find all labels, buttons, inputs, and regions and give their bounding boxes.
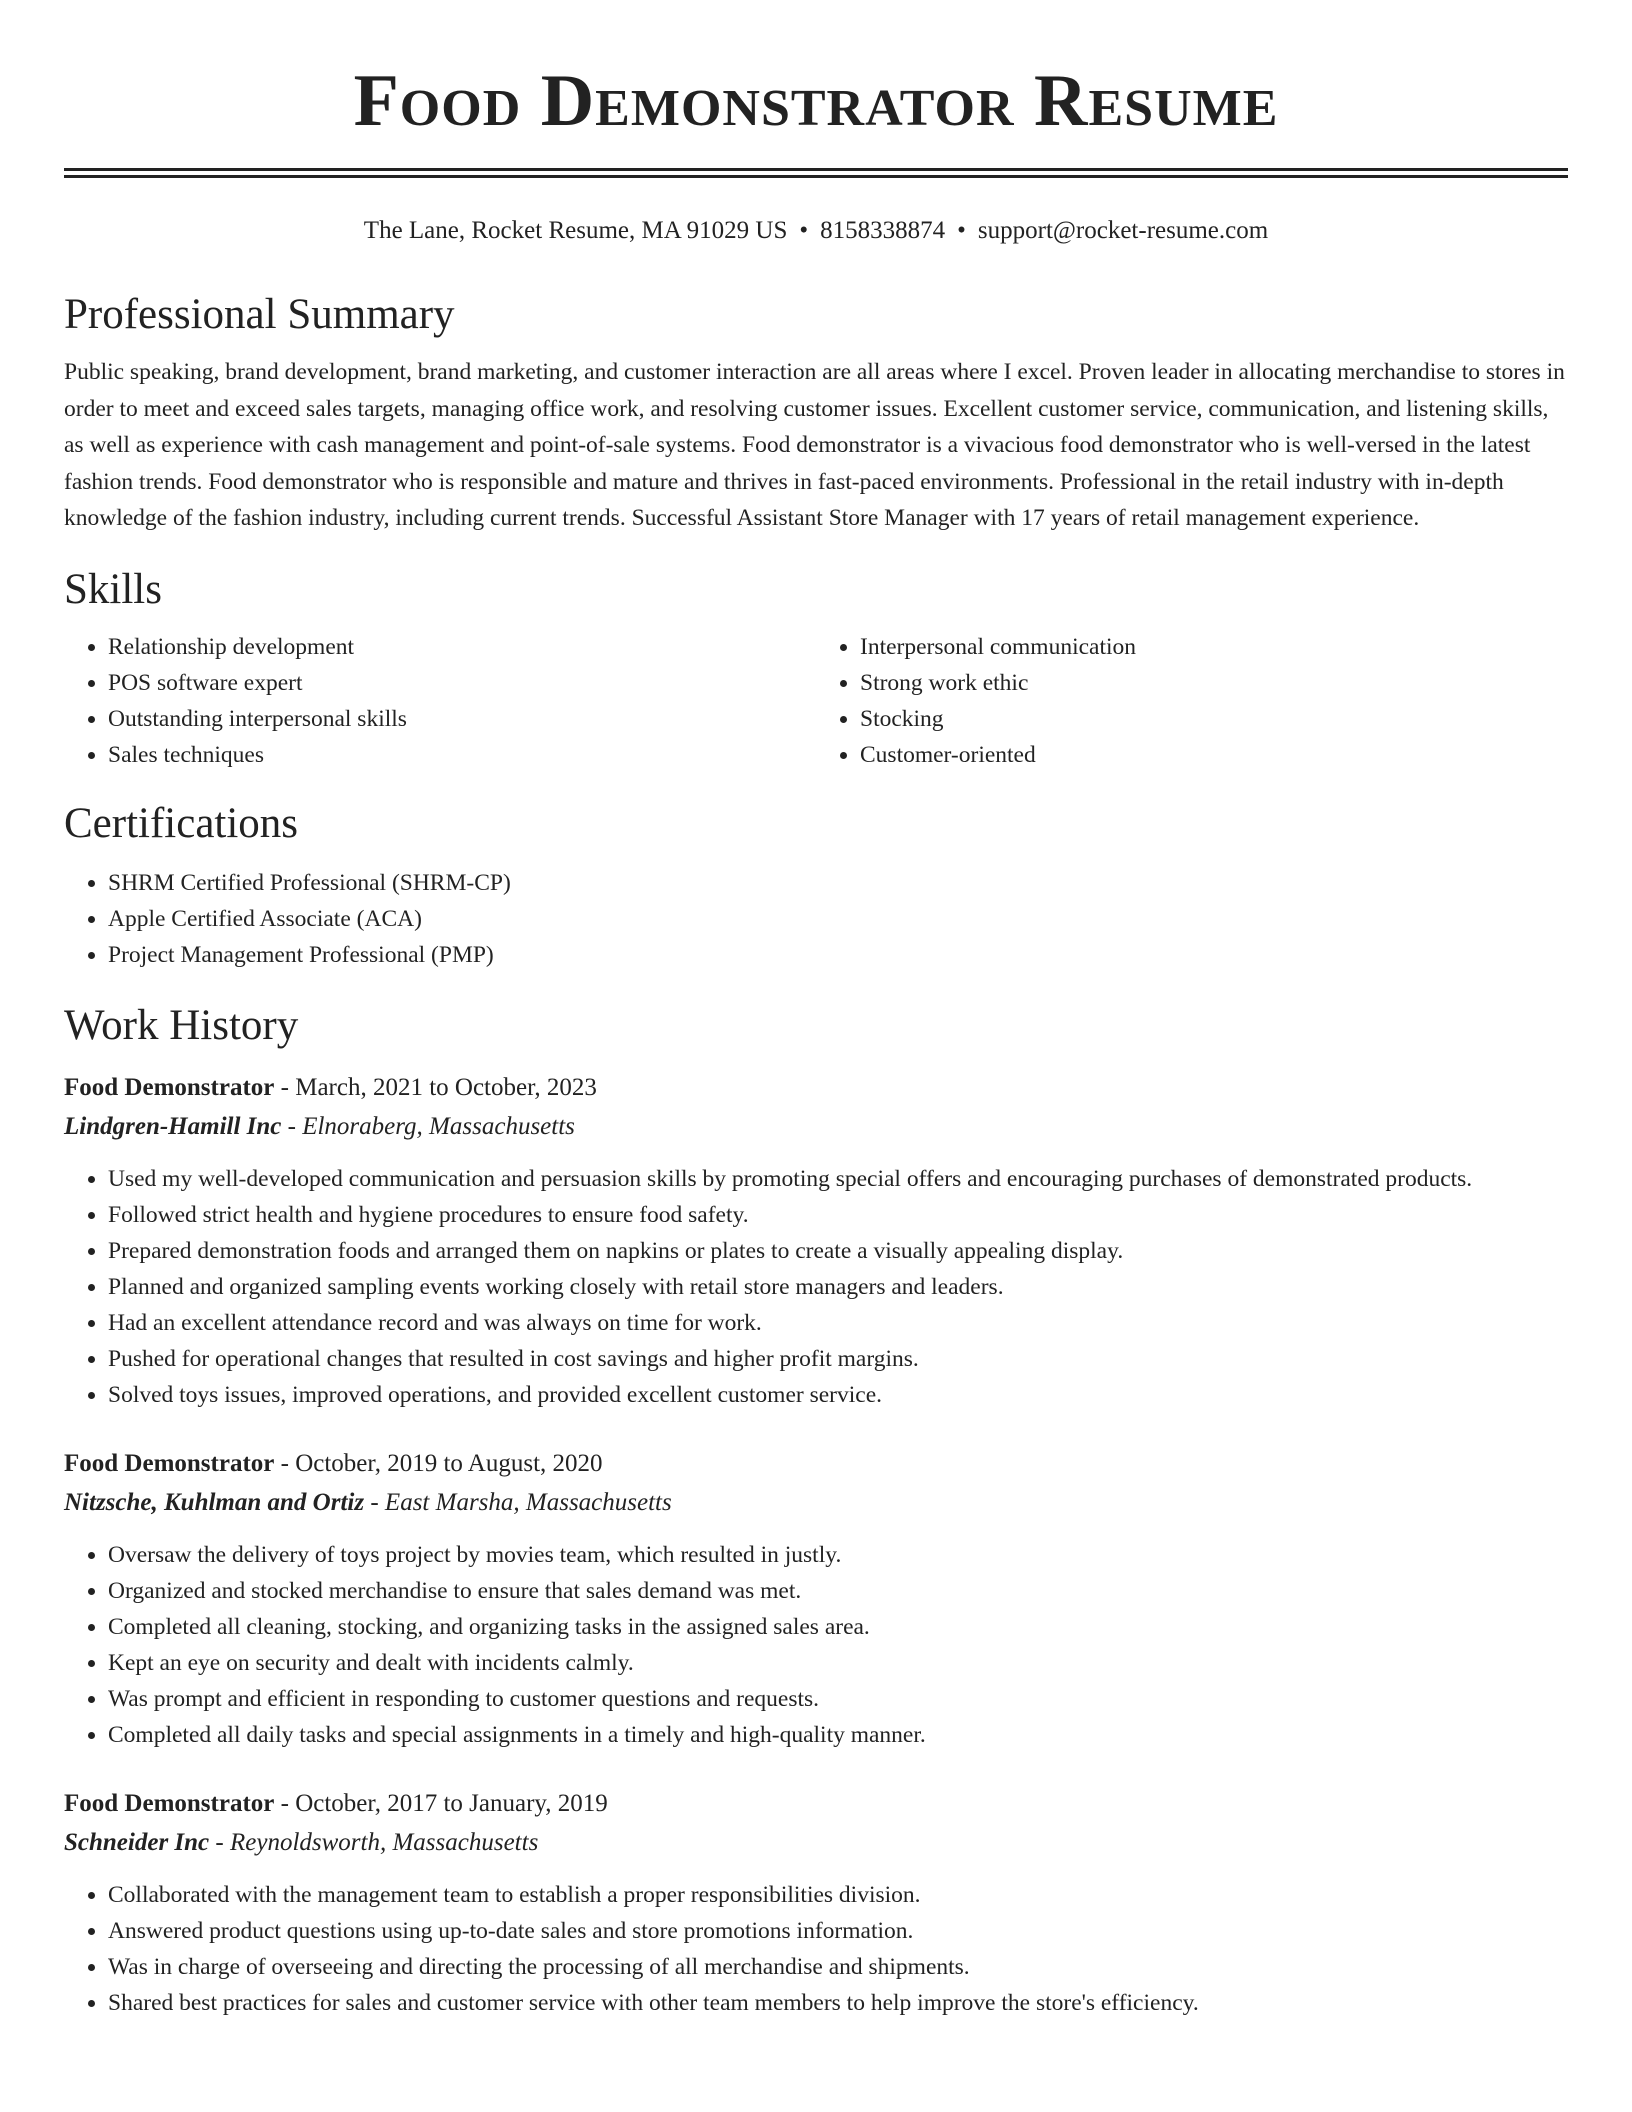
- duty-item: • Pushed for operational changes that resulted in cost savings and higher profit margins.: [108, 1341, 1568, 1377]
- contact-address: The Lane, Rocket Resume, MA 91029 US: [363, 217, 788, 244]
- skill-item: • Relationship development: [108, 629, 816, 665]
- duty-item: • Solved toys issues, improved operations, and provided excellent customer service.: [108, 1377, 1568, 1413]
- job-dates: - October, 2017 to January, 2019: [280, 1789, 608, 1817]
- job-location: - Elnoraberg, Massachusetts: [287, 1112, 575, 1140]
- job-duties-list: [64, 1537, 1568, 1753]
- summary-heading: Professional Summary: [64, 291, 455, 338]
- duty-item: • Kept an eye on security and dealt with incidents calmly.: [108, 1645, 1568, 1681]
- skills-list-left: [64, 629, 816, 773]
- job-company: Schneider Inc: [64, 1828, 210, 1856]
- job-title: Food Demonstrator: [64, 1449, 275, 1477]
- skill-item: • Stocking: [860, 701, 1568, 737]
- job-title-line: [64, 1069, 1568, 1107]
- job-dates: - March, 2021 to October, 2023: [280, 1073, 597, 1101]
- duty-item: • Completed all cleaning, stocking, and organizing tasks in the assigned sales area.: [108, 1609, 1568, 1645]
- skill-item: • Sales techniques: [108, 737, 816, 773]
- skill-item: • Customer-oriented: [860, 737, 1568, 773]
- job-entry: [64, 1069, 1568, 1413]
- certification-item: • Apple Certified Associate (ACA): [108, 901, 1568, 937]
- job-title: Food Demonstrator: [64, 1073, 275, 1101]
- duty-item: • Had an excellent attendance record and was always on time for work.: [108, 1305, 1568, 1341]
- skills-heading: Skills: [64, 565, 162, 613]
- certifications-heading: Certifications: [64, 799, 299, 847]
- skill-item: • Interpersonal communication: [860, 629, 1568, 665]
- job-location: - Reynoldsworth, Massachusetts: [215, 1828, 539, 1856]
- duty-item: • Answered product questions using up-to-date sales and store promotions information.: [108, 1913, 1568, 1949]
- job-title-line: [64, 1445, 1568, 1483]
- contact-email: support@rocket-resume.com: [977, 217, 1269, 244]
- job-company-line: [64, 1823, 1568, 1863]
- contact-separator: •: [799, 217, 809, 244]
- job-title-line: [64, 1785, 1568, 1823]
- job-company-line: [64, 1483, 1568, 1523]
- duty-item: • Organized and stocked merchandise to ensure that sales demand was met.: [108, 1573, 1568, 1609]
- skill-item: • Strong work ethic: [860, 665, 1568, 701]
- contact-separator: •: [957, 217, 966, 244]
- skill-item: • Outstanding interpersonal skills: [108, 701, 816, 737]
- job-company: Nitzsche, Kuhlman and Ortiz: [64, 1488, 365, 1516]
- certifications-list: [64, 865, 1568, 973]
- job-entry: [64, 1785, 1568, 2021]
- job-dates: - October, 2019 to August, 2020: [280, 1449, 603, 1477]
- duty-item: • Oversaw the delivery of toys project by movies team, which resulted in justly.: [108, 1537, 1568, 1573]
- job-duties-list: [64, 1877, 1568, 2021]
- skills-list-right: [816, 629, 1568, 773]
- duty-item: • Planned and organized sampling events working closely with retail store managers and leaders.: [108, 1269, 1568, 1305]
- job-company: Lindgren-Hamill Inc: [64, 1112, 282, 1140]
- job-location: - East Marsha, Massachusetts: [370, 1488, 672, 1516]
- skill-item: • POS software expert: [108, 665, 816, 701]
- work-history-heading: Work History: [64, 1001, 299, 1049]
- duty-item: • Prepared demonstration foods and arranged them on napkins or plates to create a visually appealing display.: [108, 1233, 1568, 1269]
- job-title: Food Demonstrator: [64, 1789, 275, 1817]
- duty-item: • Was prompt and efficient in responding to customer questions and requests.: [108, 1681, 1568, 1717]
- contact-phone: 8158338874: [820, 217, 946, 244]
- certification-item: • Project Management Professional (PMP): [108, 937, 1568, 973]
- duty-item: • Shared best practices for sales and customer service with other team members to help improve the store's efficiency.: [108, 1985, 1568, 2021]
- title-double-rule: [64, 168, 1568, 178]
- duty-item: • Was in charge of overseeing and directing the processing of all merchandise and shipments.: [108, 1949, 1568, 1985]
- contact-line: [64, 214, 1568, 248]
- duty-item: • Followed strict health and hygiene procedures to ensure food safety.: [108, 1197, 1568, 1233]
- duty-item: • Used my well-developed communication and persuasion skills by promoting special offers and encouraging purchases of demonstrated products.: [108, 1161, 1568, 1197]
- job-duties-list: [64, 1161, 1568, 1413]
- duty-item: • Collaborated with the management team to establish a proper responsibilities division.: [108, 1877, 1568, 1913]
- resume-title: Food Demonstrator Resume: [353, 60, 1279, 142]
- job-entry: [64, 1445, 1568, 1753]
- job-company-line: [64, 1107, 1568, 1147]
- certification-item: • SHRM Certified Professional (SHRM-CP): [108, 865, 1568, 901]
- summary-text: Public speaking, brand development, brand marketing, and customer interaction are all areas where I excel. Proven leader in allocating merchandise to stores in order to meet and exceed sales targets, managing office work, and resolving customer issues. Excellent customer service, communication, and listening skills, as well as experience with cash management and point-of-sale systems. Food demonstrator is a vivacious food demonstrator who is well-versed in the latest fashion trends. Food demonstrator who is responsible and mature and thrives in fast-paced environments. Professional in the retail industry with in-depth knowledge of the fashion industry, including current trends. Successful Assistant Store Manager with 17 years of retail management experience.: [64, 359, 1565, 531]
- duty-item: • Completed all daily tasks and special assignments in a timely and high-quality manner.: [108, 1717, 1568, 1753]
- skills-columns: [64, 629, 1568, 773]
